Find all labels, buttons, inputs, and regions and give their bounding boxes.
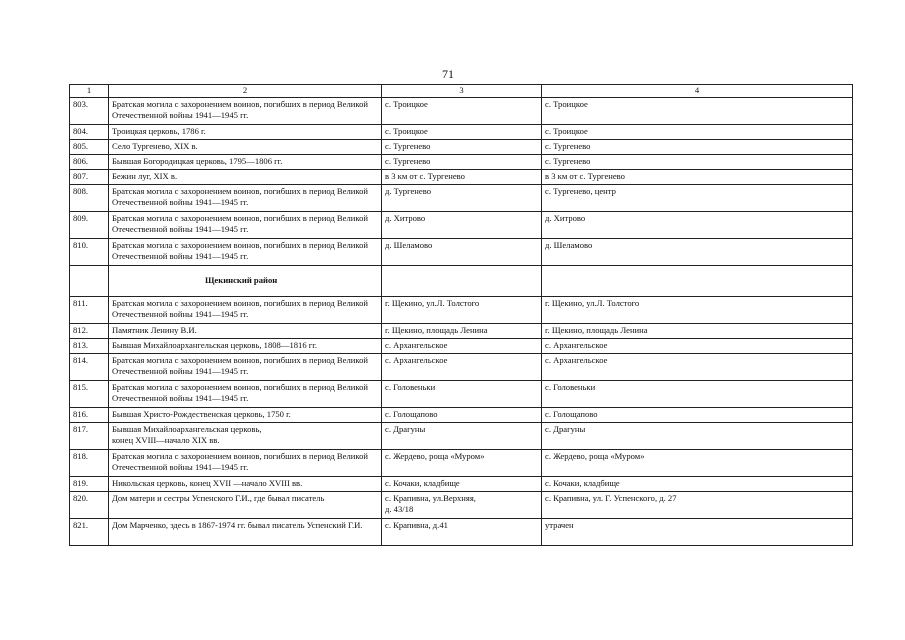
object-location: с. Троицкое (382, 124, 542, 139)
object-name: Братская могила с захоронением воинов, погибших в период Великой Отечественной войны 1941—1945 гг. (109, 449, 382, 476)
object-location: г. Щекино, ул.Л. Толстого (382, 296, 542, 323)
table-row (70, 518, 853, 545)
row-number: 805. (70, 139, 109, 154)
object-name: Село Тургенево, XIX в. (109, 139, 382, 154)
row-number: 808. (70, 184, 109, 211)
object-name: Братская могила с захоронением воинов, погибших в период Великой Отечественной войны 1941—1945 гг. (109, 296, 382, 323)
row-number: 817. (70, 422, 109, 449)
page-number: 71 (442, 67, 454, 81)
table-row (70, 449, 853, 476)
district-empty-cell (382, 265, 542, 296)
object-location: с. Жердево, роща «Муром» (382, 449, 542, 476)
column-number-row (70, 85, 853, 98)
object-name: Бывшая Михайлоархангельская церковь, 1808—1816 гг. (109, 338, 382, 353)
object-name: Братская могила с захоронением воинов, погибших в период Великой Отечественной войны 1941—1945 гг. (109, 184, 382, 211)
object-address: д. Шеламово (542, 238, 853, 265)
table-row (70, 296, 853, 323)
district-title: Щекинский район (205, 274, 278, 285)
row-number: 812. (70, 323, 109, 338)
object-address: с. Тургенево, центр (542, 184, 853, 211)
object-location: в 3 км от с. Тургенево (382, 169, 542, 184)
object-address: с. Архангельское (542, 353, 853, 380)
object-name: Дом матери и сестры Успенского Г.И., где бывал писатель (109, 491, 382, 518)
table-row (70, 154, 853, 169)
row-number: 810. (70, 238, 109, 265)
row-number: 807. (70, 169, 109, 184)
table-row (70, 169, 853, 184)
table-row (70, 422, 853, 449)
object-location: д. Шеламово (382, 238, 542, 265)
object-address: г. Щекино, ул.Л. Толстого (542, 296, 853, 323)
row-number: 816. (70, 407, 109, 422)
object-name (109, 422, 382, 449)
table-row (70, 97, 853, 124)
object-name-line: конец XVIII—начало XIX вв. (112, 435, 220, 445)
object-name: Братская могила с захоронением воинов, погибших в период Великой Отечественной войны 1941—1945 гг. (109, 211, 382, 238)
object-location: с. Кочаки, кладбище (382, 476, 542, 491)
table-row (70, 139, 853, 154)
object-address: с. Тургенево (542, 139, 853, 154)
row-number: 815. (70, 380, 109, 407)
object-name: Братская могила с захоронением воинов, погибших в период Великой Отечественной войны 1941—1945 гг. (109, 380, 382, 407)
object-location: с. Архангельское (382, 338, 542, 353)
row-number: 814. (70, 353, 109, 380)
object-location: с. Голощапово (382, 407, 542, 422)
object-name-line: Бывшая Михайлоархангельская церковь, (112, 423, 262, 434)
object-address: с. Троицкое (542, 97, 853, 124)
row-number: 820. (70, 491, 109, 518)
object-address: с. Кочаки, кладбище (542, 476, 853, 491)
object-address: д. Хитрово (542, 211, 853, 238)
object-address: с. Тургенево (542, 154, 853, 169)
table-row (70, 211, 853, 238)
object-name: Троицкая церковь, 1786 г. (109, 124, 382, 139)
object-name: Бежин луг, XIX в. (109, 169, 382, 184)
object-name: Братская могила с захоронением воинов, погибших в период Великой Отечественной войны 1941—1945 гг. (109, 238, 382, 265)
table-row (70, 124, 853, 139)
object-location-line: с. Крапивна, ул.Верхняя, (385, 492, 476, 503)
object-name: Памятник Ленину В.И. (109, 323, 382, 338)
object-address: с. Крапивна, ул. Г. Успенского, д. 27 (542, 491, 853, 518)
table-row (70, 407, 853, 422)
column-number: 2 (109, 85, 382, 98)
table-row (70, 491, 853, 518)
object-address: г. Щекино, площадь Ленина (542, 323, 853, 338)
column-number: 3 (382, 85, 542, 98)
object-address: с. Архангельское (542, 338, 853, 353)
object-address: с. Головеньки (542, 380, 853, 407)
table-row (70, 323, 853, 338)
object-name: Дом Марченко, здесь в 1867-1974 гг. бывал писатель Успенский Г.И. (109, 518, 382, 545)
district-row (70, 265, 853, 296)
object-location: с. Архангельское (382, 353, 542, 380)
object-location: с. Крапивна, д.41 (382, 518, 542, 545)
object-address: утрачен (542, 518, 853, 545)
row-number: 819. (70, 476, 109, 491)
monuments-table (69, 84, 853, 546)
column-number: 4 (542, 85, 853, 98)
object-address: с. Жердево, роща «Муром» (542, 449, 853, 476)
object-location: д. Тургенево (382, 184, 542, 211)
object-location: с. Головеньки (382, 380, 542, 407)
table-row (70, 476, 853, 491)
object-name: Бывшая Богородицкая церковь, 1795—1806 гг. (109, 154, 382, 169)
object-location: г. Щекино, площадь Ленина (382, 323, 542, 338)
row-number: 803. (70, 97, 109, 124)
table-row (70, 380, 853, 407)
column-number: 1 (70, 85, 109, 98)
table-row (70, 238, 853, 265)
row-number: 818. (70, 449, 109, 476)
object-location: с. Тургенево (382, 139, 542, 154)
object-location: с. Драгуны (382, 422, 542, 449)
row-number: 804. (70, 124, 109, 139)
object-location (382, 491, 542, 518)
row-number: 809. (70, 211, 109, 238)
row-number: 806. (70, 154, 109, 169)
table-row (70, 338, 853, 353)
object-location: с. Тургенево (382, 154, 542, 169)
object-name: Бывшая Христо-Рождественская церковь, 1750 г. (109, 407, 382, 422)
district-empty-cell (542, 265, 853, 296)
row-number: 821. (70, 518, 109, 545)
table-row (70, 353, 853, 380)
object-address: с. Драгуны (542, 422, 853, 449)
object-location-line: д. 43/18 (385, 504, 414, 514)
object-location: с. Троицкое (382, 97, 542, 124)
district-heading-cell (109, 265, 382, 296)
district-empty-cell (70, 265, 109, 296)
object-location: д. Хитрово (382, 211, 542, 238)
object-address: в 3 км от с. Тургенево (542, 169, 853, 184)
object-address: с. Троицкое (542, 124, 853, 139)
row-number: 811. (70, 296, 109, 323)
object-address: с. Голощапово (542, 407, 853, 422)
object-name: Братская могила с захоронением воинов, погибших в период Великой Отечественной войны 1941—1945 гг. (109, 353, 382, 380)
row-number: 813. (70, 338, 109, 353)
object-name: Братская могила с захоронением воинов, погибших в период Великой Отечественной войны 1941—1945 гг. (109, 97, 382, 124)
object-name: Никольская церковь, конец XVII —начало XVIII вв. (109, 476, 382, 491)
table-row (70, 184, 853, 211)
